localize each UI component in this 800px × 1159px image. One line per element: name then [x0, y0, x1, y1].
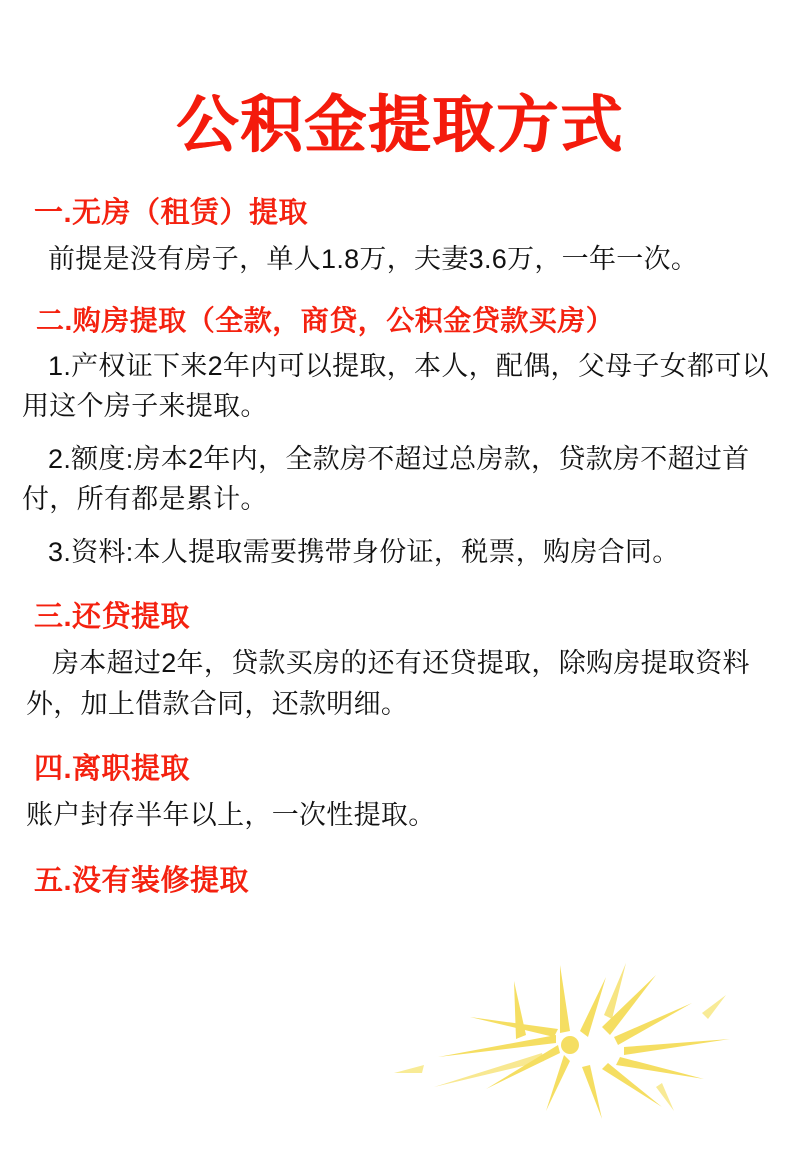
section-loan-repayment	[22, 598, 778, 724]
section-resignation	[22, 750, 778, 836]
section-heading: 一.无房（租赁）提取	[34, 197, 309, 230]
sparkle-burst-icon	[374, 961, 754, 1121]
poster-page	[0, 92, 800, 1159]
section-heading: 四.离职提取	[34, 753, 191, 786]
page-title: 公积金提取方式	[175, 91, 624, 160]
section-paragraph: 账户封存半年以上，一次性提取。	[26, 800, 436, 831]
section-paragraph: 1.产权证下来2年内可以提取，本人，配偶，父母子女都可以用这个房子来提取。	[22, 350, 769, 422]
section-heading: 二.购房提取（全款，商贷，公积金贷款买房）	[36, 304, 615, 336]
section-home-purchase	[22, 302, 778, 572]
section-no-house	[22, 194, 778, 280]
section-paragraph: 前提是没有房子，单人1.8万，夫妻3.6万，一年一次。	[48, 244, 699, 275]
section-no-renovation	[22, 862, 778, 901]
section-paragraph: 房本超过2年，贷款买房的还有还贷提取，除购房提取资料外，加上借款合同，还款明细。	[26, 648, 750, 719]
section-heading: 五.没有装修提取	[34, 864, 250, 897]
section-paragraph: 2.额度:房本2年内，全款房不超过总房款，贷款房不超过首付，所有都是累计。	[22, 443, 750, 515]
section-paragraph: 3.资料:本人提取需要携带身份证，税票，购房合同。	[48, 536, 680, 567]
section-heading: 三.还贷提取	[34, 601, 191, 634]
